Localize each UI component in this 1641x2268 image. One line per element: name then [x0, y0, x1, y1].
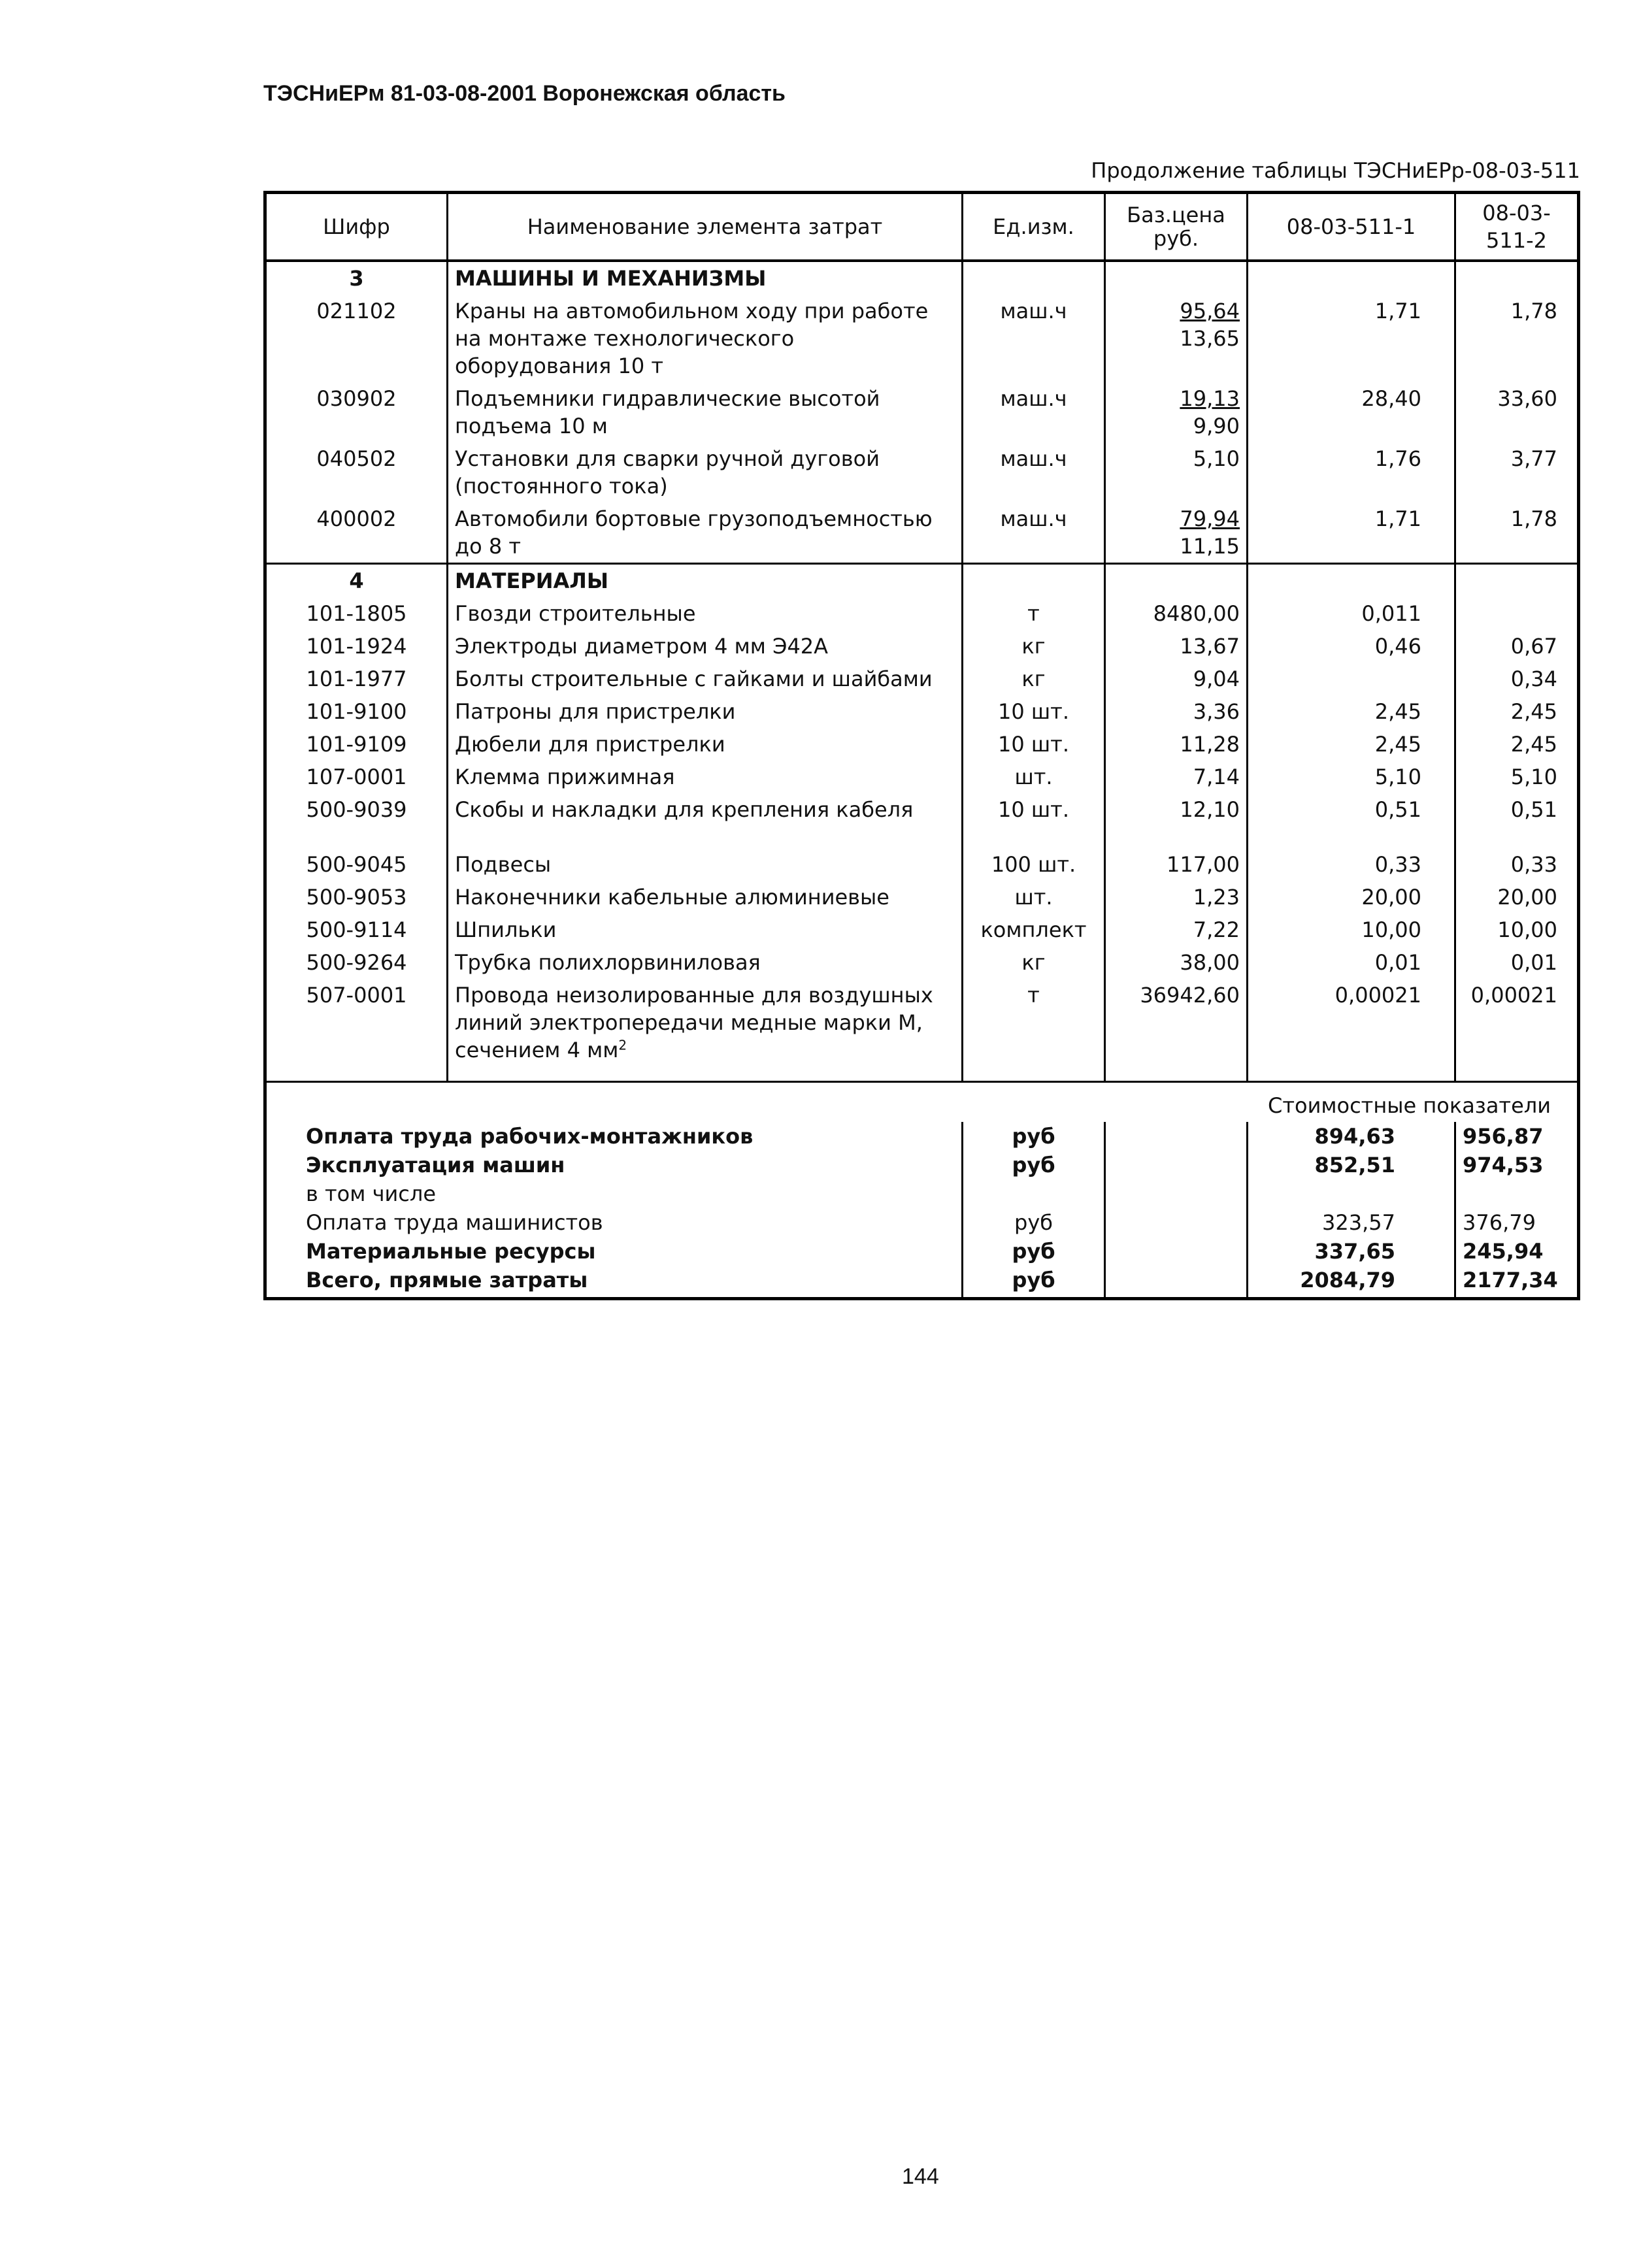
row-v1: 0,51 [1248, 793, 1455, 826]
cost-title-row [265, 1082, 1579, 1123]
col-header-code: Шифр [265, 193, 448, 261]
cost-v1: 323,57 [1248, 1208, 1455, 1237]
col-header-price [1105, 193, 1248, 261]
row-unit: маш.ч [963, 295, 1105, 382]
table-continuation-caption: Продолжение таблицы ТЭСНиЕРр-08-03-511 [1091, 158, 1580, 183]
col-header-name: Наименование элемента затрат [448, 193, 963, 261]
row-name: Скобы и накладки для крепления кабеля [448, 793, 963, 826]
table-row [265, 881, 1579, 913]
row-code: 500-9045 [265, 848, 448, 881]
row-code: 507-0001 [265, 979, 448, 1066]
section-row [265, 261, 1579, 295]
row-name-superscript: 2 [618, 1037, 627, 1053]
cost-unit: руб [963, 1266, 1105, 1299]
row-code: 101-1805 [265, 597, 448, 630]
row-spacer [265, 826, 1579, 848]
col-header-price-text: Баз.цена руб. [1127, 203, 1225, 251]
table-row [265, 695, 1579, 728]
row-price: 3,36 [1105, 695, 1248, 728]
cost-v2: 376,79 [1463, 1210, 1536, 1235]
row-name: Клемма прижимная [448, 761, 963, 793]
row-v2: 1,78 [1510, 506, 1557, 531]
cost-v2: 245,94 [1463, 1239, 1544, 1264]
document-header: ТЭСНиЕРм 81-03-08-2001 Воронежская область [263, 81, 786, 106]
cost-label: в том числе [265, 1179, 963, 1208]
row-v1: 0,01 [1248, 946, 1455, 979]
cost-v2: 974,53 [1463, 1153, 1544, 1177]
row-price: 8480,00 [1105, 597, 1248, 630]
table-header-row [265, 193, 1579, 261]
cost-unit: руб [963, 1208, 1105, 1237]
row-name: Шпильки [448, 913, 963, 946]
row-price: 7,14 [1105, 761, 1248, 793]
row-code: 030902 [265, 382, 448, 442]
row-price: 1,23 [1105, 881, 1248, 913]
cost-label: Материальные ресурсы [265, 1237, 963, 1266]
row-v1: 0,46 [1248, 630, 1455, 663]
row-price: 117,00 [1105, 848, 1248, 881]
row-v2: 0,51 [1510, 797, 1557, 822]
row-v1: 5,10 [1248, 761, 1455, 793]
col-header-v1: 08-03-511-1 [1248, 193, 1455, 261]
norm-table [263, 191, 1580, 1300]
row-code: 101-1924 [265, 630, 448, 663]
row-v1: 0,33 [1248, 848, 1455, 881]
row-v1: 2,45 [1248, 728, 1455, 761]
row-name: Патроны для пристрелки [448, 695, 963, 728]
row-v2: 0,01 [1510, 950, 1557, 975]
cost-v1: 337,65 [1248, 1237, 1455, 1266]
table-row [265, 728, 1579, 761]
cost-row [265, 1208, 1579, 1237]
cost-label: Оплата труда машинистов [265, 1208, 963, 1237]
row-price-sub: 13,65 [1180, 326, 1240, 351]
row-unit: шт. [963, 761, 1105, 793]
row-code: 500-9114 [265, 913, 448, 946]
row-v2: 0,00021 [1470, 983, 1557, 1008]
row-price-main: 19,13 [1180, 386, 1240, 411]
row-unit: 10 шт. [963, 793, 1105, 826]
row-name: Установки для сварки ручной дуговой (постоянного тока) [448, 442, 963, 502]
row-unit: маш.ч [963, 442, 1105, 502]
row-v2: 3,77 [1510, 446, 1557, 471]
row-v1: 28,40 [1248, 382, 1455, 442]
row-v2: 33,60 [1497, 386, 1557, 411]
row-code: 500-9264 [265, 946, 448, 979]
row-unit: маш.ч [963, 382, 1105, 442]
row-v2: 0,33 [1510, 852, 1557, 877]
table-row [265, 295, 1579, 382]
row-code: 500-9039 [265, 793, 448, 826]
cost-unit [963, 1179, 1105, 1208]
row-name: Болты строительные с гайками и шайбами [448, 663, 963, 695]
row-v1 [1248, 663, 1455, 695]
cost-v1: 2084,79 [1248, 1266, 1455, 1299]
row-v2: 5,10 [1510, 764, 1557, 789]
row-unit: кг [963, 946, 1105, 979]
row-name: Подъемники гидравлические высотой подъема 10 м [448, 382, 963, 442]
row-code: 101-1977 [265, 663, 448, 695]
row-v2: 0,67 [1510, 634, 1557, 659]
table-row [265, 793, 1579, 826]
row-name: Краны на автомобильном ходу при работе на монтаже технологического оборудования 10 т [448, 295, 963, 382]
col-header-v2: 08-03-511-2 [1455, 193, 1579, 261]
cost-v1: 852,51 [1248, 1151, 1455, 1179]
cost-title: Стоимостные показатели [1268, 1093, 1551, 1118]
row-code: 101-9109 [265, 728, 448, 761]
table-body-end [265, 1066, 1579, 1082]
col-header-unit: Ед.изм. [963, 193, 1105, 261]
table-row [265, 913, 1579, 946]
page-number: 144 [902, 2164, 939, 2189]
row-v1: 20,00 [1248, 881, 1455, 913]
row-code: 400002 [265, 502, 448, 564]
section-title: МАШИНЫ И МЕХАНИЗМЫ [448, 261, 963, 295]
row-v1: 1,76 [1248, 442, 1455, 502]
row-v1: 2,45 [1248, 695, 1455, 728]
row-code: 040502 [265, 442, 448, 502]
cost-unit: руб [963, 1151, 1105, 1179]
cost-row [265, 1237, 1579, 1266]
section-code: 4 [265, 564, 448, 598]
row-v2 [1455, 597, 1579, 630]
section-title: МАТЕРИАЛЫ [448, 564, 963, 598]
row-unit: комплект [963, 913, 1105, 946]
row-unit: т [963, 979, 1105, 1066]
table-row [265, 848, 1579, 881]
cost-label: Всего, прямые затраты [265, 1266, 963, 1299]
row-v1: 1,71 [1248, 502, 1455, 564]
row-price-sub: 11,15 [1180, 534, 1240, 559]
row-v1: 0,011 [1248, 597, 1455, 630]
table-row [265, 979, 1579, 1066]
row-name: Наконечники кабельные алюминиевые [448, 881, 963, 913]
row-v2: 10,00 [1497, 917, 1557, 942]
row-price-main: 95,64 [1180, 299, 1240, 323]
section-row [265, 564, 1579, 598]
row-v2: 20,00 [1497, 885, 1557, 910]
row-price-sub: 9,90 [1193, 414, 1240, 438]
row-name: Трубка полихлорвиниловая [448, 946, 963, 979]
row-price: 13,67 [1105, 630, 1248, 663]
row-v1: 10,00 [1248, 913, 1455, 946]
row-v2: 2,45 [1510, 732, 1557, 757]
cost-v1 [1248, 1179, 1455, 1208]
row-price: 11,28 [1105, 728, 1248, 761]
row-v1: 0,00021 [1248, 979, 1455, 1066]
table-row [265, 663, 1579, 695]
table-row [265, 597, 1579, 630]
table-row [265, 946, 1579, 979]
cost-v2: 2177,34 [1463, 1268, 1558, 1292]
row-price: 7,22 [1105, 913, 1248, 946]
row-name: Подвесы [448, 848, 963, 881]
row-code: 101-9100 [265, 695, 448, 728]
row-code: 107-0001 [265, 761, 448, 793]
row-unit: 10 шт. [963, 728, 1105, 761]
cost-row [265, 1179, 1579, 1208]
row-unit: 100 шт. [963, 848, 1105, 881]
cost-v2 [1455, 1179, 1579, 1208]
row-price-main: 79,94 [1180, 506, 1240, 531]
row-name: Автомобили бортовые грузоподъемностью до 8 т [448, 502, 963, 564]
row-unit: 10 шт. [963, 695, 1105, 728]
cost-unit: руб [963, 1122, 1105, 1151]
table-row [265, 761, 1579, 793]
row-name: Дюбели для пристрелки [448, 728, 963, 761]
row-v2: 0,34 [1510, 666, 1557, 691]
row-v2: 2,45 [1510, 699, 1557, 724]
table-row [265, 442, 1579, 502]
row-unit: кг [963, 663, 1105, 695]
row-code: 500-9053 [265, 881, 448, 913]
cost-row [265, 1151, 1579, 1179]
row-price [1105, 295, 1248, 382]
row-price [1105, 502, 1248, 564]
row-name [448, 979, 963, 1066]
row-unit: маш.ч [963, 502, 1105, 564]
table-row [265, 382, 1579, 442]
row-price: 38,00 [1105, 946, 1248, 979]
cost-row [265, 1122, 1579, 1151]
cost-v1: 894,63 [1248, 1122, 1455, 1151]
row-name-text: Провода неизолированные для воздушных линий электропередачи медные марки М, сечением 4 мм [455, 983, 933, 1062]
row-name: Гвозди строительные [448, 597, 963, 630]
cost-unit: руб [963, 1237, 1105, 1266]
row-unit: шт. [963, 881, 1105, 913]
row-code: 021102 [265, 295, 448, 382]
row-v2: 1,78 [1510, 299, 1557, 323]
cost-v2: 956,87 [1463, 1124, 1544, 1149]
row-v1: 1,71 [1248, 295, 1455, 382]
row-name: Электроды диаметром 4 мм Э42А [448, 630, 963, 663]
row-price: 12,10 [1105, 793, 1248, 826]
cost-row [265, 1266, 1579, 1299]
row-price [1105, 382, 1248, 442]
row-unit: т [963, 597, 1105, 630]
section-code: 3 [265, 261, 448, 295]
row-price: 36942,60 [1105, 979, 1248, 1066]
row-price: 5,10 [1105, 442, 1248, 502]
row-price: 9,04 [1105, 663, 1248, 695]
cost-label: Оплата труда рабочих-монтажников [265, 1122, 963, 1151]
table-row [265, 630, 1579, 663]
row-unit: кг [963, 630, 1105, 663]
cost-label: Эксплуатация машин [265, 1151, 963, 1179]
table-row [265, 502, 1579, 564]
